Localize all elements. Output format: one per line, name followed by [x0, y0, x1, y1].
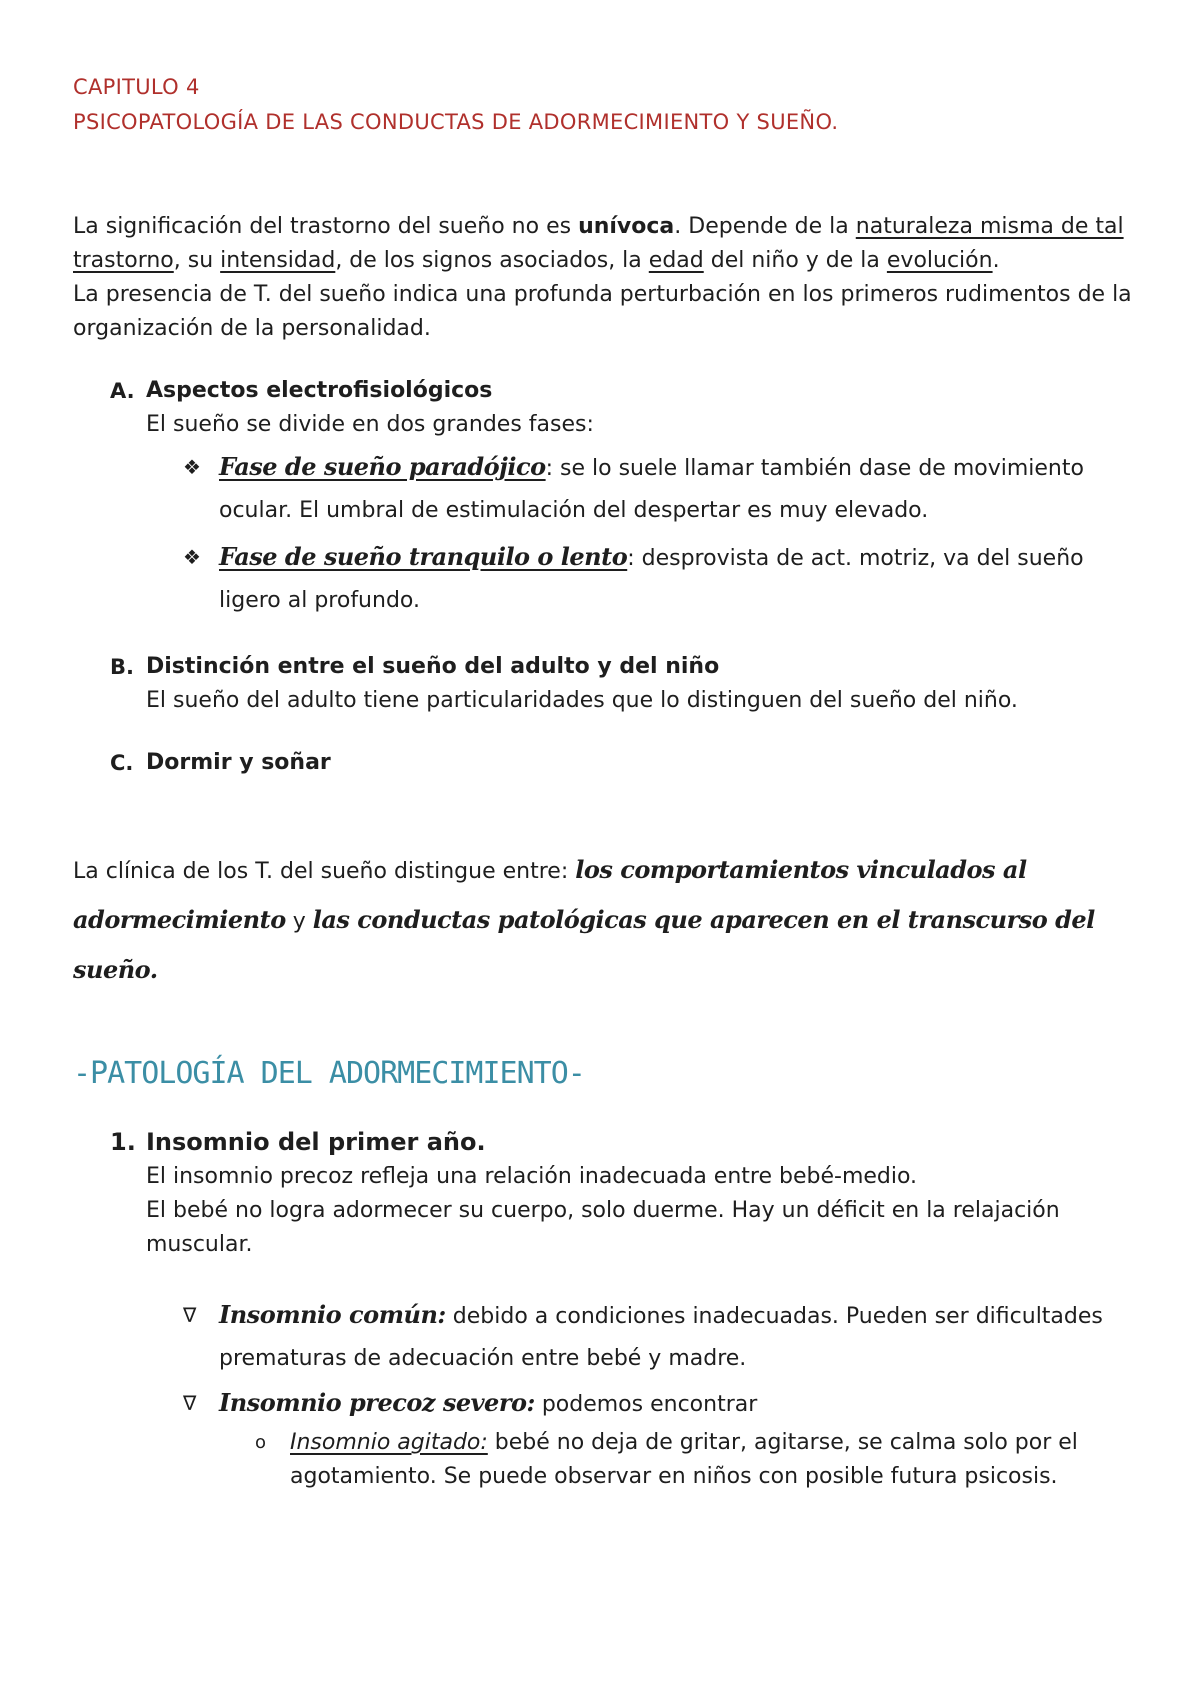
bullet-term: Insomnio común: — [219, 1300, 446, 1329]
triangle-bullet-icon: ∇ — [183, 1303, 197, 1327]
section-b-title: Distinción entre el sueño del adulto y del niño — [146, 654, 720, 679]
section-b — [110, 650, 1143, 718]
chapter-title: PSICOPATOLOGÍA DE LAS CONDUCTAS DE ADORMECIMIENTO Y SUEÑO. — [73, 110, 839, 134]
sub-bullet-term: Insomnio agitado: — [290, 1430, 488, 1455]
item-1-line-1: El insomnio precoz refleja una relación inadecuada entre bebé-medio. — [146, 1164, 918, 1189]
bullet-term: Insomnio precoz severo: — [219, 1388, 535, 1417]
bullet-term: Fase de sueño tranquilo o lento — [219, 542, 628, 571]
bullet-text: podemos encontrar — [534, 1392, 758, 1417]
section-b-text: El sueño del adulto tiene particularidades que lo distinguen del sueño del niño. — [146, 688, 1018, 713]
bullet-paradoxical-sleep — [183, 446, 1143, 532]
intro-paragraph-1: La significación del trastorno del sueño no es unívoca. Depende de la naturaleza misma de tal trastorno, su intensidad, de los signos asociados, la edad del niño y de la evolución. — [73, 214, 1124, 273]
bullet-term: Fase de sueño paradójico — [219, 452, 546, 481]
section-a — [110, 374, 1143, 442]
bullet-severe-insomnia — [183, 1382, 1143, 1426]
bullet-text: : desprovista de act. motriz, va del sueño ligero al profundo. — [219, 546, 1084, 613]
bullet-text: : se lo suele llamar también dase de movimiento ocular. El umbral de estimulación del despertar es muy elevado. — [219, 456, 1084, 523]
item-1-line-2: El bebé no logra adormecer su cuerpo, solo duerme. Hay un déficit en la relajación muscular. — [146, 1198, 1060, 1257]
section-c-mark: C. — [110, 751, 134, 775]
intro-paragraph-2: La presencia de T. del sueño indica una profunda perturbación en los primeros rudimentos de la organización de la personalidad. — [73, 282, 1132, 341]
section-a-mark: A. — [110, 379, 135, 403]
chapter-label: CAPITULO 4 — [73, 75, 200, 99]
item-1-heading — [110, 1124, 1143, 1160]
section-b-mark: B. — [110, 655, 134, 679]
clinica-paragraph: La clínica de los T. del sueño distingue entre: los comportamientos vinculados al adormecimiento y las conductas patológicas que aparecen en el transcurso del sueño. — [73, 855, 1095, 984]
diamond-bullet-icon: ❖ — [183, 455, 201, 479]
item-1-mark: 1. — [110, 1128, 136, 1156]
clinica-script-2: las conductas patológicas que aparecen en el transcurso del sueño. — [73, 905, 1095, 984]
circle-bullet-icon: o — [255, 1432, 267, 1453]
bullet-common-insomnia — [183, 1294, 1143, 1380]
bullet-quiet-sleep — [183, 536, 1143, 622]
section-c — [110, 746, 1143, 780]
sub-bullet-agitated-insomnia — [255, 1426, 1143, 1494]
triangle-bullet-icon: ∇ — [183, 1391, 197, 1415]
document-page — [73, 70, 1143, 1494]
sub-bullet-text: bebé no deja de gritar, agitarse, se calma solo por el agotamiento. Se puede observar en niños con posible futura psicosis. — [290, 1430, 1078, 1489]
clinica-script-1: los comportamientos vinculados al adormecimiento — [73, 855, 1027, 934]
section-c-title: Dormir y soñar — [146, 750, 331, 775]
item-1-title: Insomnio del primer año. — [146, 1128, 486, 1156]
section-a-text: El sueño se divide en dos grandes fases: — [146, 412, 594, 437]
diamond-bullet-icon: ❖ — [183, 545, 201, 569]
section-a-title: Aspectos electrofisiológicos — [146, 378, 493, 403]
bullet-text: debido a condiciones inadecuadas. Pueden ser dificultades prematuras de adecuación entre bebé y madre. — [219, 1304, 1103, 1371]
patologia-heading: -PATOLOGÍA DEL ADORMECIMIENTO- — [73, 1056, 585, 1091]
